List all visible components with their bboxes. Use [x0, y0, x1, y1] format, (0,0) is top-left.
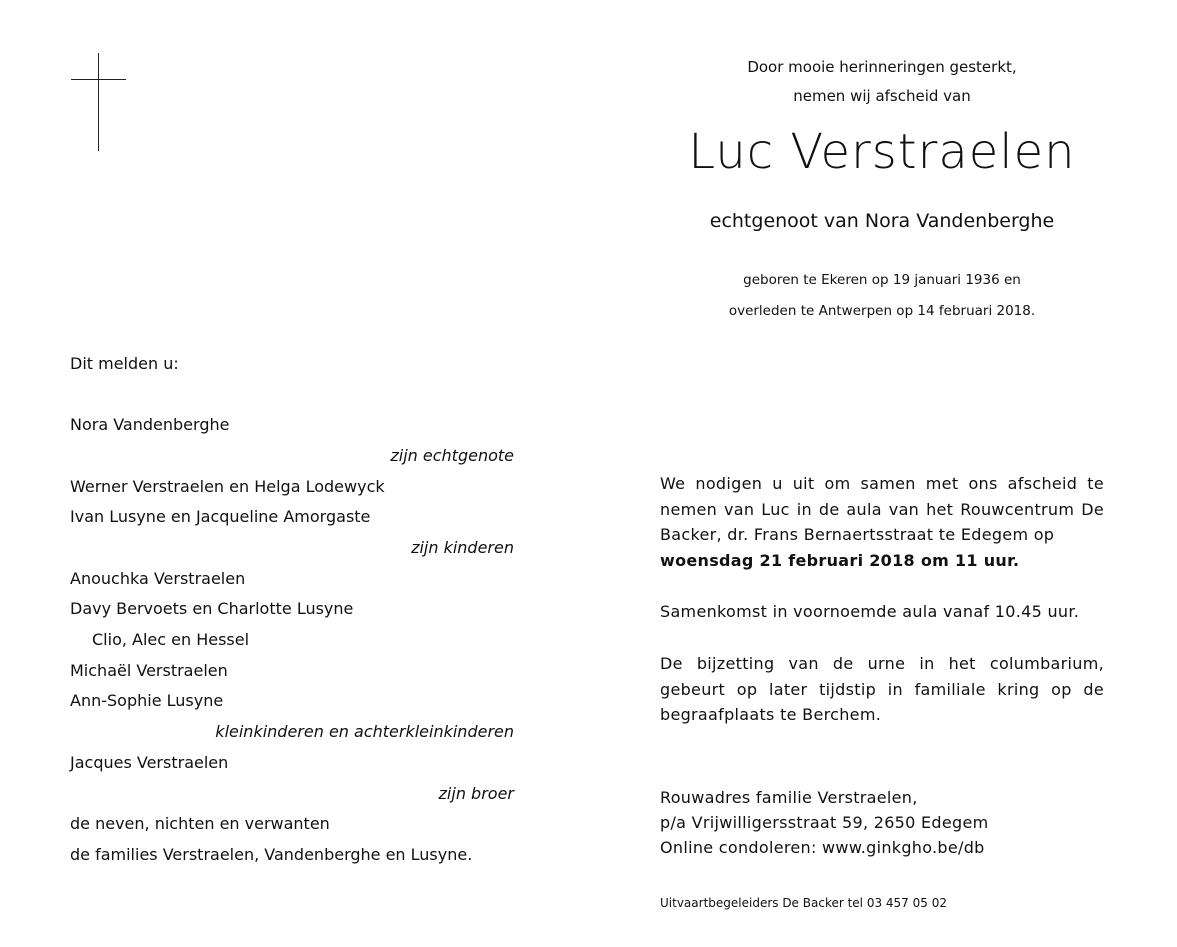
contact-address: p/a Vrijwilligersstraat 59, 2650 Edegem — [660, 813, 989, 832]
family-entry: Michaël Verstraelen — [70, 661, 228, 680]
spouse-line: echtgenoot van Nora Vandenberghe — [709, 210, 1055, 232]
contact-online: Online condoleren: www.ginkgho.be/db — [660, 838, 985, 857]
died-line: overleden te Antwerpen op 14 februari 2018. — [728, 303, 1036, 319]
relation-label: zijn echtgenote — [390, 446, 514, 465]
born-line: geboren te Ekeren op 19 januari 1936 en — [743, 272, 1021, 288]
contact-address-title: Rouwadres familie Verstraelen, — [660, 788, 918, 807]
announcement-intro: Dit melden u: — [70, 354, 179, 373]
family-entry: Nora Vandenberghe — [70, 415, 230, 434]
deceased-name: Luc Verstraelen — [688, 124, 1076, 180]
funeral-director-footer: Uitvaartbegeleiders De Backer tel 03 457 05 02 — [660, 896, 947, 910]
relation-label: zijn broer — [438, 784, 514, 803]
intro-line-1: Door mooie herinneringen gesterkt, — [747, 58, 1017, 76]
gathering-text: Samenkomst in voornoemde aula vanaf 10.45 uur. — [660, 602, 1080, 621]
contact-block — [660, 785, 1104, 860]
invitation-paragraph — [660, 471, 1104, 573]
relation-label: zijn kinderen — [411, 538, 514, 557]
ceremony-date: woensdag 21 februari 2018 om 11 uur. — [660, 550, 1020, 570]
burial-paragraph: De bijzetting van de urne in het columbarium, gebeurt op later tijdstip in familiale kring op de begraafplaats te Berchem. — [660, 654, 1104, 724]
family-entry: de families Verstraelen, Vandenberghe en Lusyne. — [70, 845, 473, 864]
invitation-text: We nodigen u uit om samen met ons afscheid te nemen van Luc in de aula van het Rouwcentrum De Backer, dr. Frans Bernaertsstraat te Edegem op — [660, 474, 1104, 544]
family-entry: Davy Bervoets en Charlotte Lusyne — [70, 599, 354, 618]
family-entry-indented: Clio, Alec en Hessel — [92, 630, 250, 649]
family-entry: Jacques Verstraelen — [70, 753, 229, 772]
family-entry: de neven, nichten en verwanten — [70, 814, 330, 833]
family-entry: Werner Verstraelen en Helga Lodewyck — [70, 477, 385, 496]
family-entry: Anouchka Verstraelen — [70, 569, 246, 588]
family-entry: Ivan Lusyne en Jacqueline Amorgaste — [70, 507, 371, 526]
family-entry: Ann-Sophie Lusyne — [70, 691, 224, 710]
intro-line-2: nemen wij afscheid van — [793, 87, 971, 105]
relation-label: kleinkinderen en achterkleinkinderen — [215, 722, 514, 741]
